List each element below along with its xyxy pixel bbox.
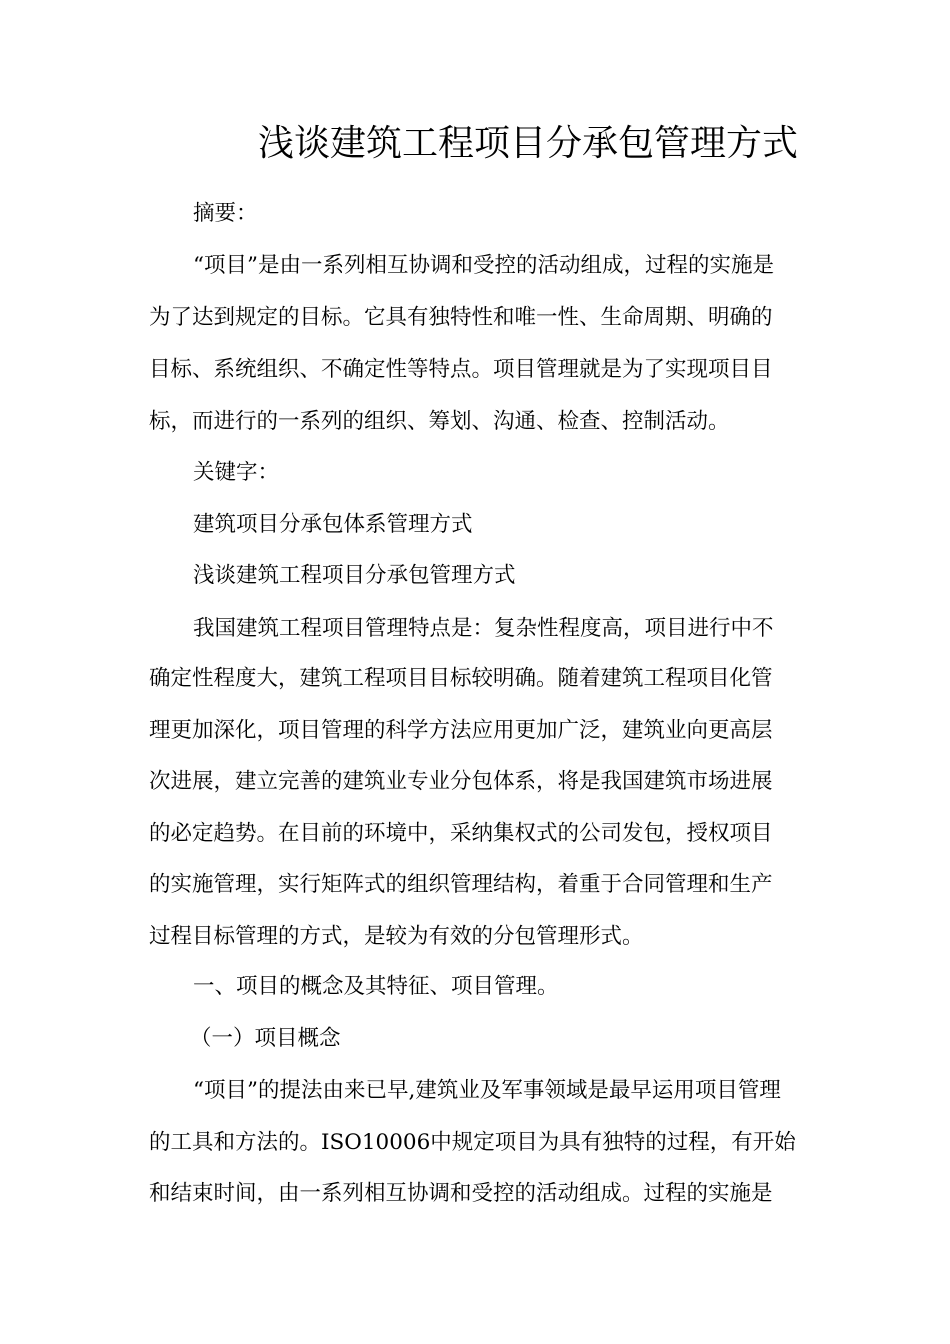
paragraph-line: 确定性程度大，建筑工程项目目标较明确。随着建筑工程项目化管 xyxy=(149,666,773,691)
paragraph-line: 过程目标管理的方式，是较为有效的分包管理形式。 xyxy=(149,924,644,949)
paragraph-line: “项目”是由一系列相互协调和受控的活动组成，过程的实施是 xyxy=(193,253,774,278)
paragraph-line: 次进展，建立完善的建筑业专业分包体系，将是我国建筑市场进展 xyxy=(149,769,773,794)
paragraph-line: 目标、系统组织、不确定性等特点。项目管理就是为了实现项目目 xyxy=(149,357,773,382)
document-title: 浅谈建筑工程项目分承包管理方式 xyxy=(258,123,799,164)
paragraph-line: 的工具和方法的。ISO10006中规定项目为具有独特的过程，有开始 xyxy=(149,1130,796,1155)
section-heading: 一、项目的概念及其特征、项目管理。 xyxy=(193,974,559,999)
paragraph-line: 的必定趋势。在目前的环境中，采纳集权式的公司发包，授权项目 xyxy=(149,821,773,846)
keywords-line: 建筑项目分承包体系管理方式 xyxy=(193,512,473,537)
subsection-heading: （一）项目概念 xyxy=(190,1026,341,1051)
subtitle-line: 浅谈建筑工程项目分承包管理方式 xyxy=(193,563,516,588)
paragraph-line: 和结束时间，由一系列相互协调和受控的活动组成。过程的实施是 xyxy=(149,1181,773,1206)
paragraph-line: 为了达到规定的目标。它具有独特性和唯一性、生命周期、明确的 xyxy=(149,305,773,330)
keywords-heading: 关键字： xyxy=(193,460,280,485)
abstract-heading: 摘要： xyxy=(193,201,258,226)
paragraph-line: 我国建筑工程项目管理特点是：复杂性程度高，项目进行中不 xyxy=(193,616,774,641)
paragraph-line: 标，而进行的一系列的组织、筹划、沟通、检查、控制活动。 xyxy=(149,409,730,434)
paragraph-line: 的实施管理，实行矩阵式的组织管理结构，着重于合同管理和生产 xyxy=(149,872,773,897)
paragraph-line: “项目”的提法由来已早,建筑业及军事领域是最早运用项目管理 xyxy=(193,1078,781,1103)
paragraph-line: 理更加深化，项目管理的科学方法应用更加广泛，建筑业向更高层 xyxy=(149,718,773,743)
